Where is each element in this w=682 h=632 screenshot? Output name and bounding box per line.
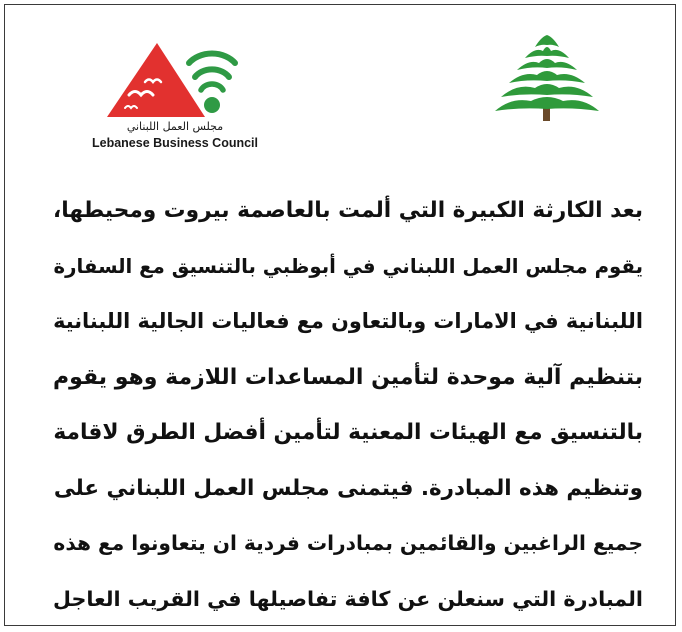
cedar-foliage-icon xyxy=(501,84,593,97)
announcement-line: يقوم مجلس العمل اللبناني في أبوظبي بالتنسيق مع السفارة xyxy=(53,254,643,278)
cedar-foliage-icon xyxy=(509,71,585,83)
cedar-foliage-icon xyxy=(495,97,599,111)
announcement-line: بتنظيم آلية موحدة لتأمين المساعدات اللازمة وهو يقوم xyxy=(53,364,643,390)
lebanese-business-council-logo xyxy=(85,35,275,153)
announcement-line: بالتنسيق مع الهيئات المعنية لتأمين أفضل الطرق لاقامة xyxy=(53,420,643,445)
logo-english-name: Lebanese Business Council xyxy=(91,136,259,150)
signal-arc-icon xyxy=(189,54,235,63)
announcement-line: جميع الراغبين والقائمين بمبادرات فردية ان يتعاونوا مع هذه xyxy=(53,531,643,555)
announcement-line: اللبنانية في الامارات وبالتعاون مع فعاليات الجالية اللبنانية xyxy=(53,309,643,333)
cedar-foliage-icon xyxy=(517,59,577,70)
page-frame xyxy=(4,4,676,626)
council-logo-mark-icon xyxy=(85,35,275,125)
green-dot-icon xyxy=(204,97,220,113)
announcement-line: المبادرة التي سنعلن عن كافة تفاصيلها في القريب العاجل xyxy=(53,586,643,611)
cedar-foliage-icon xyxy=(525,47,569,58)
cedar-foliage-icon xyxy=(535,35,559,47)
announcement-text xyxy=(47,183,643,627)
logo-arabic-name: مجلس العمل اللبناني xyxy=(126,120,224,133)
announcement-line: بعد الكارثة الكبيرة التي ألمت بالعاصمة بيروت ومحيطها، xyxy=(53,198,643,223)
signal-arc-icon xyxy=(201,84,223,90)
lebanese-cedar-icon xyxy=(491,33,603,123)
signal-arc-icon xyxy=(195,69,229,77)
announcement-line: وتنظيم هذه المبادرة. فيتمنى مجلس العمل اللبناني على xyxy=(53,475,643,501)
